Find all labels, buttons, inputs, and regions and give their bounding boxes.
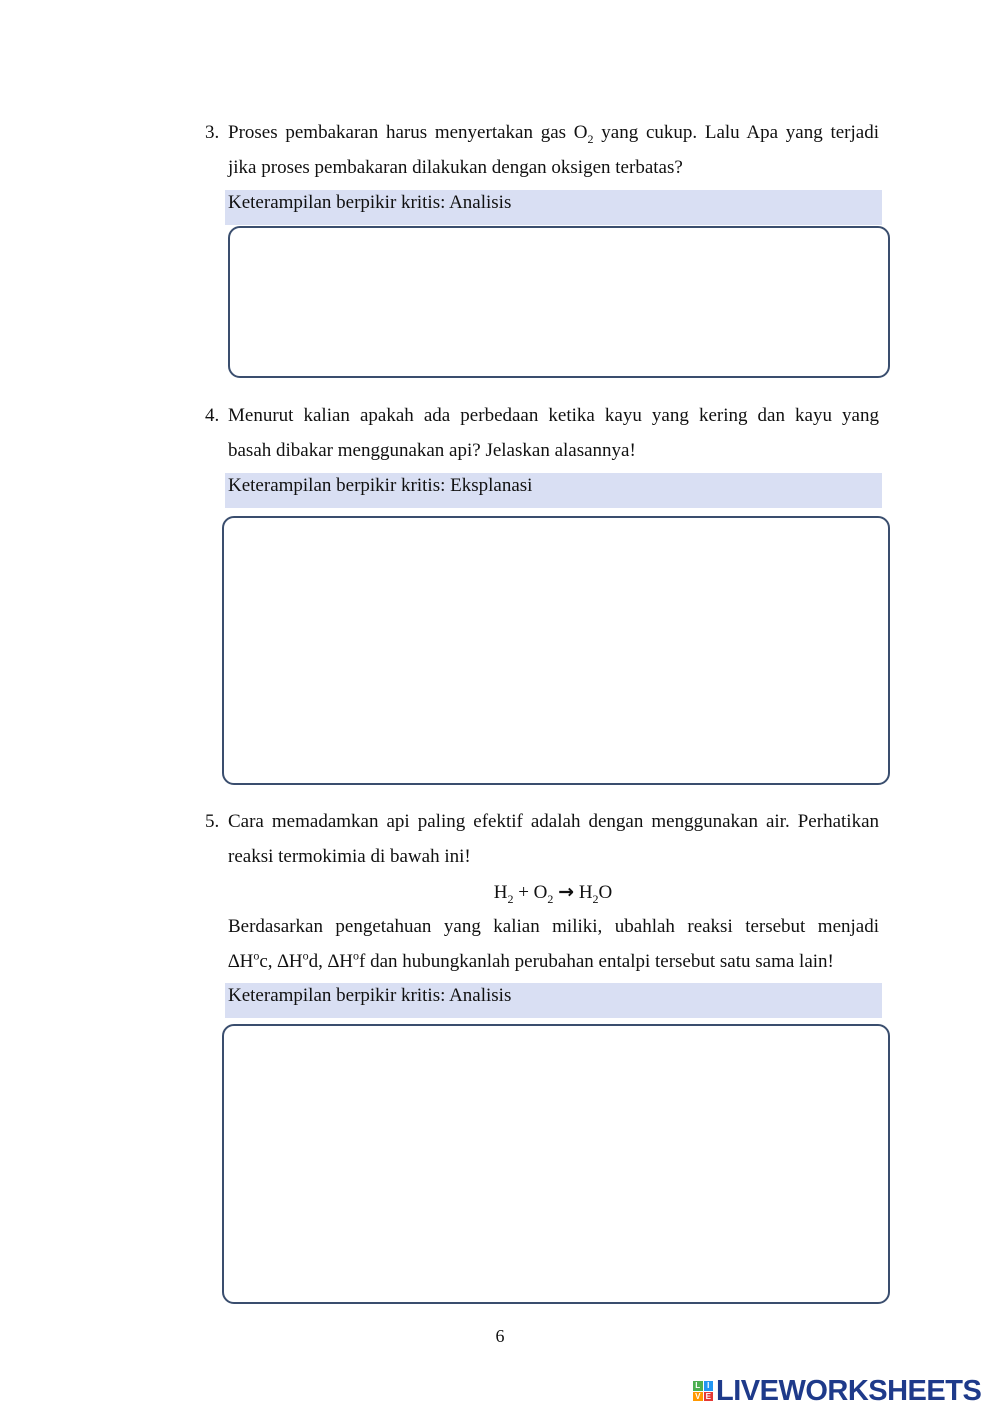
liveworksheets-logo [693,1376,981,1406]
page-number: 6 [495,1326,505,1346]
question-4-number: 4. [205,405,220,426]
arrow-right-icon: → [558,881,575,903]
question-4-skill-label: Keterampilan berpikir kritis: Eksplanasi [225,473,882,508]
question-5-number: 5. [205,811,220,832]
question-5-line-2: reaksi termokimia di bawah ini! [228,846,471,867]
liveworksheets-logo-icon: L I V E [693,1381,713,1401]
question-4-answer-box[interactable] [222,516,890,785]
reaction-equation: $H_2 + O_2 \to H_2O$ [493,881,613,906]
question-5-line-1: Cara memadamkan api paling efektif adalah dengan menggunakan air. Perhatikan [228,811,879,832]
question-3-line-1: Proses pembakaran harus menyertakan gas $O_2$ yang cukup. Lalu Apa yang terjadi [228,122,879,146]
question-3-number: 3. [205,122,220,143]
question-5-line-4: $\Delta H^oc$, $\Delta H^od$, $\Delta H^of$ dan hubungkanlah perubahan entalpi tersebut satu sama lain! [228,948,834,972]
question-5-line-3: Berdasarkan pengetahuan yang kalian miliki, ubahlah reaksi tersebut menjadi [228,916,879,937]
question-3-skill-label: Keterampilan berpikir kritis: Analisis [225,190,882,225]
question-3-answer-box[interactable] [228,226,890,378]
question-5-skill-label: Keterampilan berpikir kritis: Analisis [225,983,882,1018]
question-3-line-2: jika proses pembakaran dilakukan dengan oksigen terbatas? [228,157,683,178]
question-4-line-1: Menurut kalian apakah ada perbedaan ketika kayu yang kering dan kayu yang [228,405,879,426]
liveworksheets-logo-text: LIVEWORKSHEETS [716,1374,982,1407]
question-4-line-2: basah dibakar menggunakan api? Jelaskan alasannya! [228,440,636,461]
question-5-answer-box[interactable] [222,1024,890,1304]
